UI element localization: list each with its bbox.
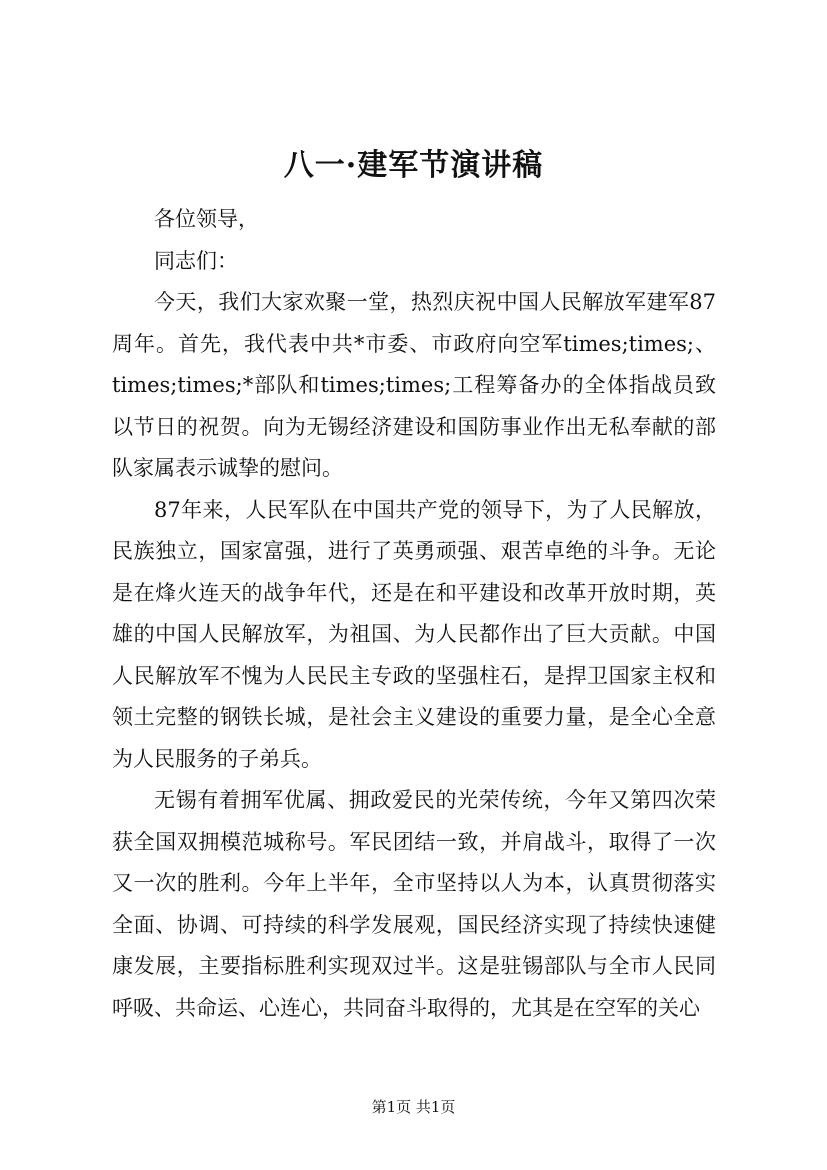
salutation-leaders: 各位领导，	[154, 207, 259, 231]
page-footer: 第1页 共1页	[371, 1098, 456, 1116]
paragraph-wuxi-tradition: 无锡有着拥军优属、拥政爱民的光荣传统，今年又第四次荣获全国双拥模范城称号。军民团结一致，并肩战斗，取得了一次又一次的胜利。今年上半年，全市坚持以人为本，认真贯彻落实全面、协调、可持续的科学发展观，国民经济实现了持续快速健康发展，主要指标胜利实现双过半。这是驻锡部队与全市人民同呼吸、共命运、心连心，共同奋斗取得的，尤其是在空军的关心	[112, 788, 716, 1020]
paragraph-opening: 今天，我们大家欢聚一堂，热烈庆祝中国人民解放军建军87周年。首先，我代表中共*市委、市政府向空军times;times;、times;times;*部队和times;times;工程筹备办的全体指战员致以节日的祝贺。向为无锡经济建设和国防事业作出无私奉献的部队家属表示诚挚的慰问。	[112, 290, 716, 480]
document-body	[112, 199, 716, 1029]
salutation-comrades: 同志们：	[154, 248, 238, 273]
paragraph-army-history: 87年来，人民军队在中国共产党的领导下，为了人民解放，民族独立，国家富强，进行了英勇顽强、艰苦卓绝的斗争。无论是在烽火连天的战争年代，还是在和平建设和改革开放时期，英雄的中国人民解放军，为祖国、为人民都作出了巨大贡献。中国人民解放军不愧为人民民主专政的坚强柱石，是捍卫国家主权和领土完整的钢铁长城，是社会主义建设的重要力量，是全心全意为人民服务的子弟兵。	[112, 497, 716, 771]
document-title: 八一·建军节演讲稿	[283, 148, 544, 183]
